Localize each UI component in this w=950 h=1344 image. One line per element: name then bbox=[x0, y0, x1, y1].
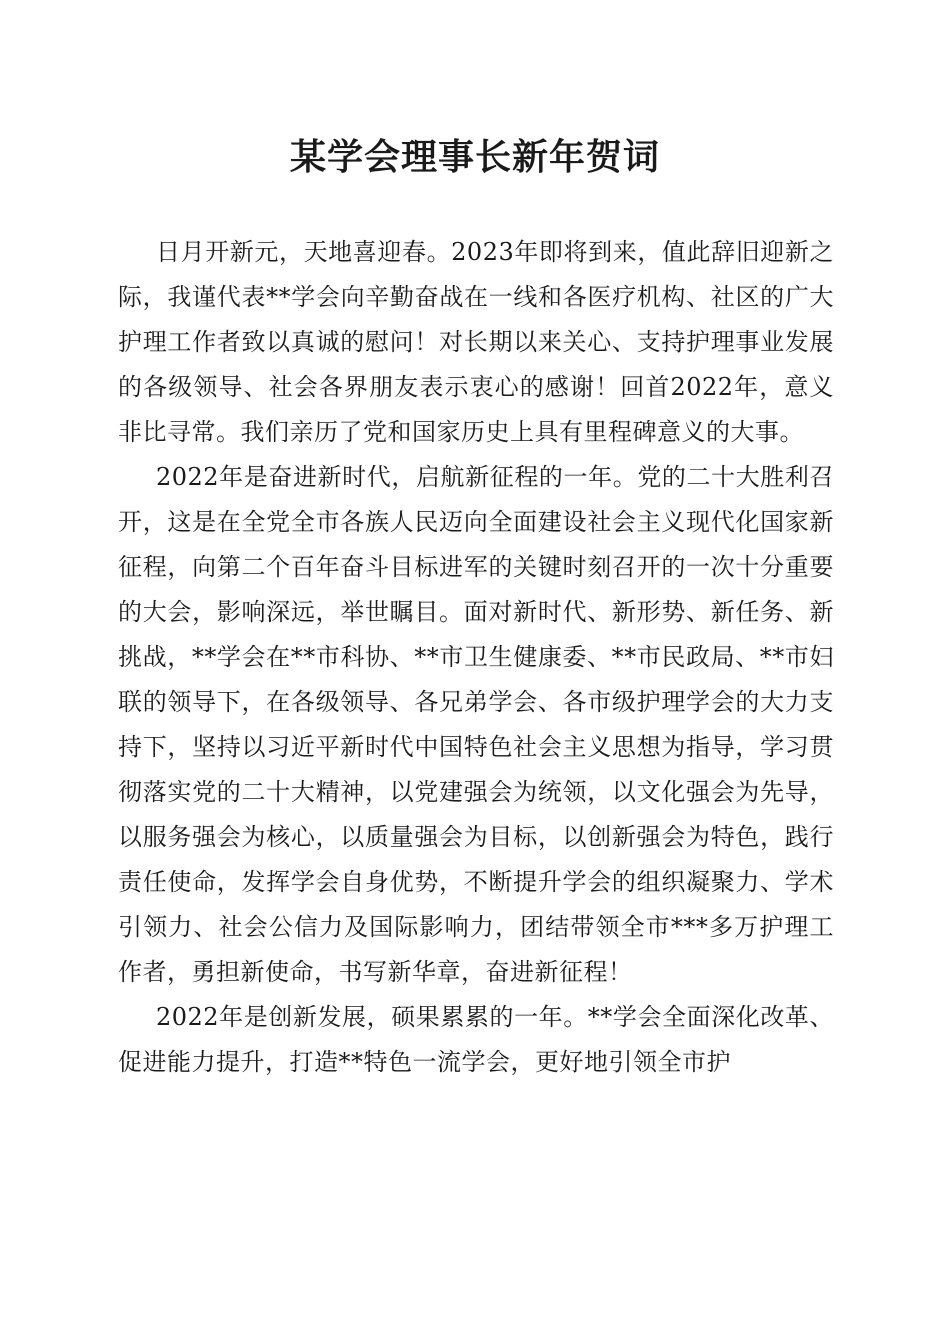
paragraph-2: 2022年是奋进新时代，启航新征程的一年。党的二十大胜利召开，这是在全党全市各族人民迈向全面建设社会主义现代化国家新征程，向第二个百年奋斗目标进军的关键时刻召开的一次十分重要的大会，影响深远，举世瞩目。面对新时代、新形势、新任务、新挑战，**学会在**市科协、**市卫生健康委、**市民政局、**市妇联的领导下，在各级领导、各兄弟学会、各市级护理学会的大力支持下，坚持以习近平新时代中国特色社会主义思想为指导，学习贯彻落实党的二十大精神，以党建强会为统领，以文化强会为先导，以服务强会为核心，以质量强会为目标，以创新强会为特色，践行责任使命，发挥学会自身优势，不断提升学会的组织凝聚力、学术引领力、社会公信力及国际影响力，团结带领全市***多万护理工作者，勇担新使命，书写新华章，奋进新征程！ bbox=[118, 463, 834, 986]
paragraph-3: 2022年是创新发展，硕果累累的一年。**学会全面深化改革、促进能力提升，打造**特色一流学会，更好地引领全市护 bbox=[118, 1003, 834, 1076]
document-body bbox=[118, 230, 834, 1085]
paragraph-1: 日月开新元，天地喜迎春。2023年即将到来，值此辞旧迎新之际，我谨代表**学会向辛勤奋战在一线和各医疗机构、社区的广大护理工作者致以真诚的慰问！对长期以来关心、支持护理事业发展的各级领导、社会各界朋友表示衷心的感谢！回首2022年，意义非比寻常。我们亲历了党和国家历史上具有里程碑意义的大事。 bbox=[118, 238, 834, 446]
document-title: 某学会理事长新年贺词 bbox=[289, 136, 660, 178]
